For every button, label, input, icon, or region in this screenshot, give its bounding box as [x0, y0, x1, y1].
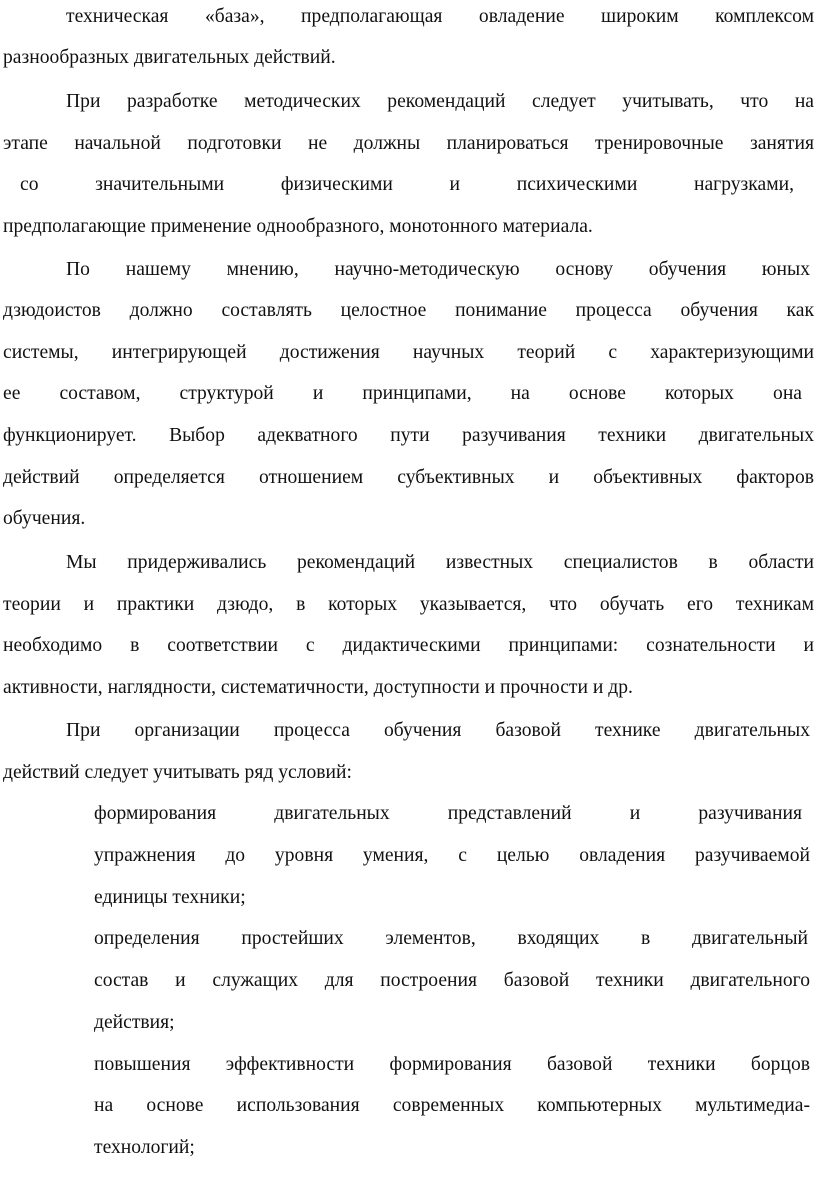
text-line: При организации процесса обучения базовой технике двигательных [66, 720, 810, 741]
text-line: действий следует учитывать ряд условий: [3, 762, 352, 783]
list-item-continuation: технологий; [94, 1137, 195, 1158]
text-line: системы, интегрирующей достижения научных теорий с характеризующими [3, 342, 814, 363]
text-line: ее составом, структурой и принципами, на основе которых она [3, 383, 802, 404]
list-item-continuation: на основе использования современных компьютерных мультимедиа- [94, 1095, 810, 1116]
text-line: обучения. [3, 508, 86, 529]
list-item: повышения эффективности формирования базовой техники борцов [94, 1054, 810, 1075]
text-line: разнообразных двигательных действий. [3, 47, 336, 68]
list-item-continuation: упражнения до уровня умения, с целью овладения разучиваемой [94, 845, 810, 866]
text-line: По нашему мнению, научно-методическую основу обучения юных [66, 259, 810, 280]
text-line: функционирует. Выбор адекватного пути разучивания техники двигательных [3, 425, 814, 446]
list-item-continuation: состав и служащих для построения базовой техники двигательного [94, 970, 810, 991]
list-item-continuation: единицы техники; [94, 887, 246, 908]
list-item: определения простейших элементов, входящих в двигательный [94, 928, 808, 949]
list-item-continuation: действия; [94, 1012, 175, 1033]
text-line: необходимо в соответствии с дидактическими принципами: сознательности и [3, 635, 814, 656]
list-item: формирования двигательных представлений и разучивания [94, 803, 802, 824]
text-line: техническая «база», предполагающая овладение широким комплексом [66, 6, 814, 27]
text-line: дзюдоистов должно составлять целостное понимание процесса обучения как [3, 300, 814, 321]
text-line: этапе начальной подготовки не должны планироваться тренировочные занятия [3, 133, 814, 154]
text-line: При разработке методических рекомендаций следует учитывать, что на [66, 91, 814, 112]
text-line: действий определяется отношением субъективных и объективных факторов [3, 467, 814, 488]
text-line: Мы придерживались рекомендаций известных специалистов в области [66, 552, 814, 573]
text-line: теории и практики дзюдо, в которых указывается, что обучать его техникам [3, 594, 814, 615]
text-line: активности, наглядности, систематичности, доступности и прочности и др. [3, 677, 633, 698]
text-line: со значительными физическими и психическими нагрузками, [20, 174, 794, 195]
text-line: предполагающие применение однообразного, монотонного материала. [3, 216, 593, 237]
